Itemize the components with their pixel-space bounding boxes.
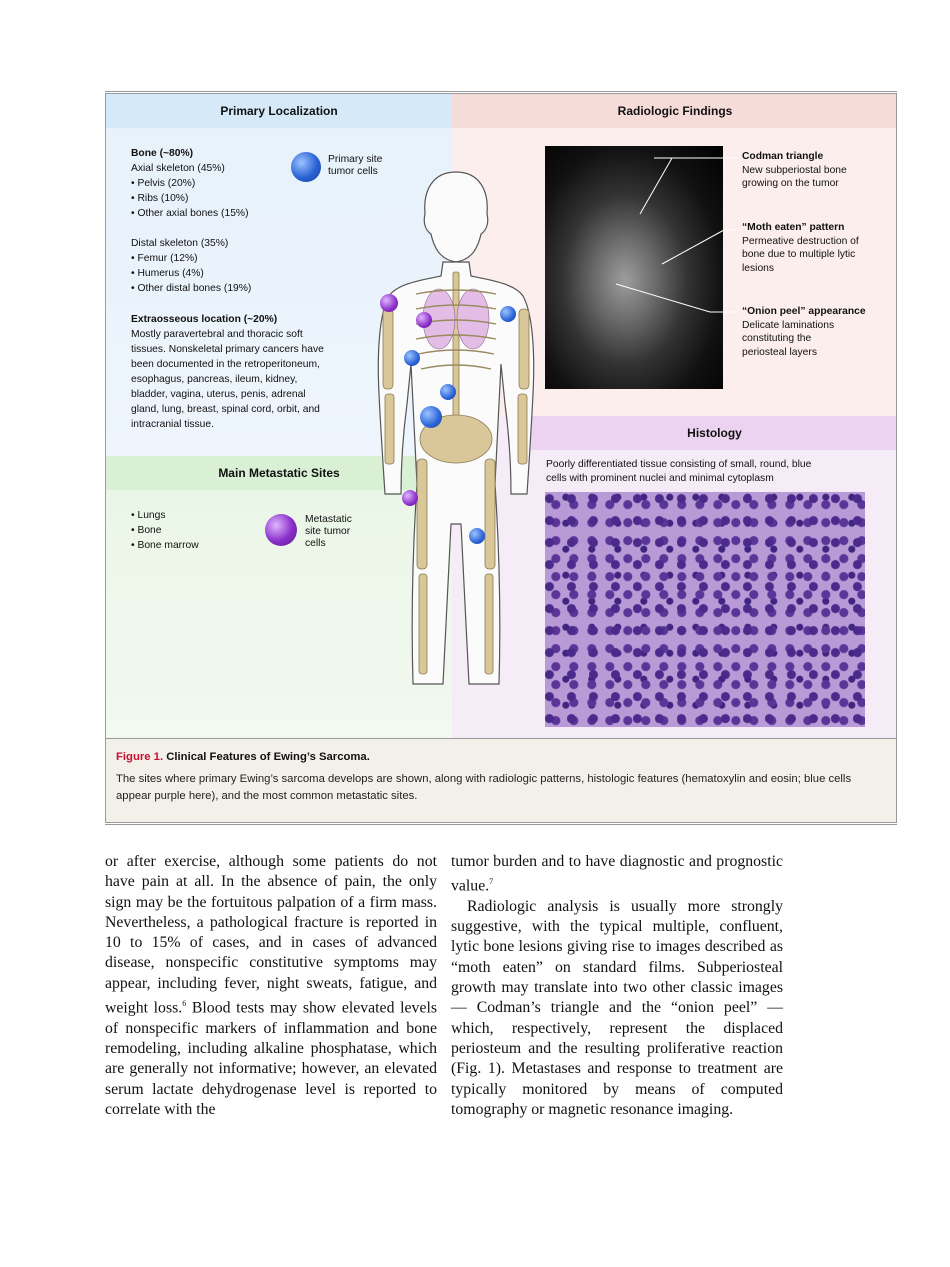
metastatic-cell-icon: [402, 490, 418, 506]
primary-cell-icon: [440, 384, 456, 400]
primary-site-cell-icon: [291, 152, 321, 182]
legend-line: Metastatic: [305, 514, 352, 525]
radiologic-findings-title: Radiologic Findings: [617, 104, 733, 118]
paragraph: [451, 852, 783, 897]
reference-marker[interactable]: 7: [489, 877, 494, 887]
figure-caption: [106, 738, 897, 823]
annotation-line: periosteal layers: [742, 346, 817, 358]
extraosseous-line: been documented in the retroperitoneum,: [131, 359, 320, 370]
metastatic-cell-icon: [380, 294, 398, 312]
distal-item: • Humerus (4%): [131, 268, 204, 279]
child-skeleton-illustration: [361, 164, 551, 714]
axial-skeleton: Axial skeleton (45%): [131, 163, 225, 174]
primary-cell-icon: [500, 306, 516, 322]
bone-heading: Bone (~80%): [131, 148, 194, 159]
distal-item: • Other distal bones (19%): [131, 283, 252, 294]
extraosseous-line: gland, lung, breast, spinal cord, orbit, and: [131, 404, 320, 415]
annotation-line: growing on the tumor: [742, 178, 839, 189]
metastatic-list: [131, 508, 199, 553]
extraosseous-line: esophagus, pancreas, ileum, kidney,: [131, 374, 298, 385]
annotation-line: Permeative destruction of: [742, 235, 859, 247]
moth-eaten-heading: “Moth eaten” pattern: [742, 222, 845, 233]
annotation-line: Delicate laminations: [742, 319, 835, 331]
annotation-line: lesions: [742, 262, 775, 274]
axial-item: • Ribs (10%): [131, 193, 189, 204]
histology-image: [545, 492, 865, 727]
primary-cell-icon: [469, 528, 485, 544]
legend-line: site tumor: [305, 526, 351, 537]
annotation-line: constituting the: [742, 333, 812, 344]
body-column-left: [105, 852, 437, 1120]
axial-item: • Pelvis (20%): [131, 178, 196, 189]
caption-body: The sites where primary Ewing’s sarcoma develops are shown, along with radiologic patterns, histologic features (hematoxylin and eosin; blue cells appear purple here), and the most common metastatic sites.: [116, 773, 852, 802]
legend-line: Primary site: [328, 154, 383, 165]
moth-eaten-annotation: [742, 221, 859, 275]
metastatic-legend: [305, 514, 352, 550]
extraosseous-heading: Extraosseous location (~20%): [131, 314, 278, 325]
metastatic-item: • Bone: [131, 525, 162, 536]
onion-peel-annotation: [742, 305, 866, 359]
xray-pointer-lines: [596, 154, 736, 354]
codman-heading: Codman triangle: [742, 151, 824, 162]
figure-top-rule: [105, 91, 897, 92]
distal-item: • Femur (12%): [131, 253, 198, 264]
extraosseous-line: intracranial tissue.: [131, 419, 214, 430]
annotation-line: New subperiostal bone: [742, 164, 847, 176]
onion-peel-heading: “Onion peel” appearance: [742, 306, 866, 317]
histology-title: Histology: [687, 426, 742, 440]
primary-localization-title: Primary Localization: [220, 104, 338, 118]
reference-marker[interactable]: 6: [182, 999, 187, 1009]
distal-skeleton: Distal skeleton (35%): [131, 238, 229, 249]
legend-line: tumor cells: [328, 166, 378, 177]
paragraph-text: tumor burden and to have diagnostic and prognostic value.: [451, 853, 783, 895]
legend-line: cells: [305, 538, 326, 549]
extraosseous-text: [131, 312, 361, 432]
metastatic-cell-icon: [416, 312, 432, 328]
codman-annotation: [742, 150, 847, 191]
annotation-line: bone due to multiple lytic: [742, 249, 856, 260]
paragraph-text: Blood tests may show elevated levels of nonspecific markers of inflammation and bone remodeling, including alkaline phosphatase, which are generally not informative; however, an elevated serum lactate dehydrogenase level is reported to correlate with the: [105, 999, 437, 1118]
axial-item: • Other axial bones (15%): [131, 208, 249, 219]
extraosseous-line: tissues. Nonskeletal primary cancers have: [131, 344, 324, 355]
histology-line: cells with prominent nuclei and minimal cytoplasm: [546, 472, 774, 484]
histology-line: Poorly differentiated tissue consisting of small, round, blue: [546, 459, 812, 470]
primary-cell-icon: [420, 406, 442, 428]
extraosseous-line: bladder, vagina, uterus, penis, adrenal: [131, 389, 306, 400]
figure-title: Clinical Features of Ewing’s Sarcoma.: [166, 751, 370, 763]
histology-description: [546, 458, 811, 485]
figure-bottom-rule: [105, 824, 897, 825]
body-column-right: [451, 852, 783, 1120]
extraosseous-line: Mostly paravertebral and thoracic soft: [131, 329, 303, 340]
caption-title: [116, 751, 370, 763]
primary-cell-icon: [404, 350, 420, 366]
figure-1: [105, 93, 897, 823]
paragraph-text: or after exercise, although some patients do not have pain at all. In the absence of pain, the only sign may be the fortuitous palpation of a firm mass. Nevertheless, a pathological fracture is reported in 10 to 15% of cases, and in cases of advanced disease, nonspecific constitutive symptoms may appear, including fever, night sweats, fatigue, and weight loss.: [105, 853, 437, 1017]
paragraph: Radiologic analysis is usually more strongly suggestive, with the typical multiple, confluent, lytic bone lesions giving rise to images described as “moth eaten” on standard films. Subperiosteal growth may translate into two other classic images — Codman’s triangle and the “onion peel” — which, respectively, represent the displaced periosteum and the resulting proliferative reaction (Fig. 1). Metastases and response to treatment are typically monitored by means of computed tomography or magnetic resonance imaging.: [451, 897, 783, 1118]
metastatic-site-cell-icon: [265, 514, 297, 546]
figure-label: Figure 1.: [116, 751, 164, 763]
paragraph: [105, 852, 437, 1120]
metastatic-sites-title: Main Metastatic Sites: [218, 466, 340, 480]
metastatic-item: • Lungs: [131, 510, 166, 521]
metastatic-item: • Bone marrow: [131, 540, 199, 551]
